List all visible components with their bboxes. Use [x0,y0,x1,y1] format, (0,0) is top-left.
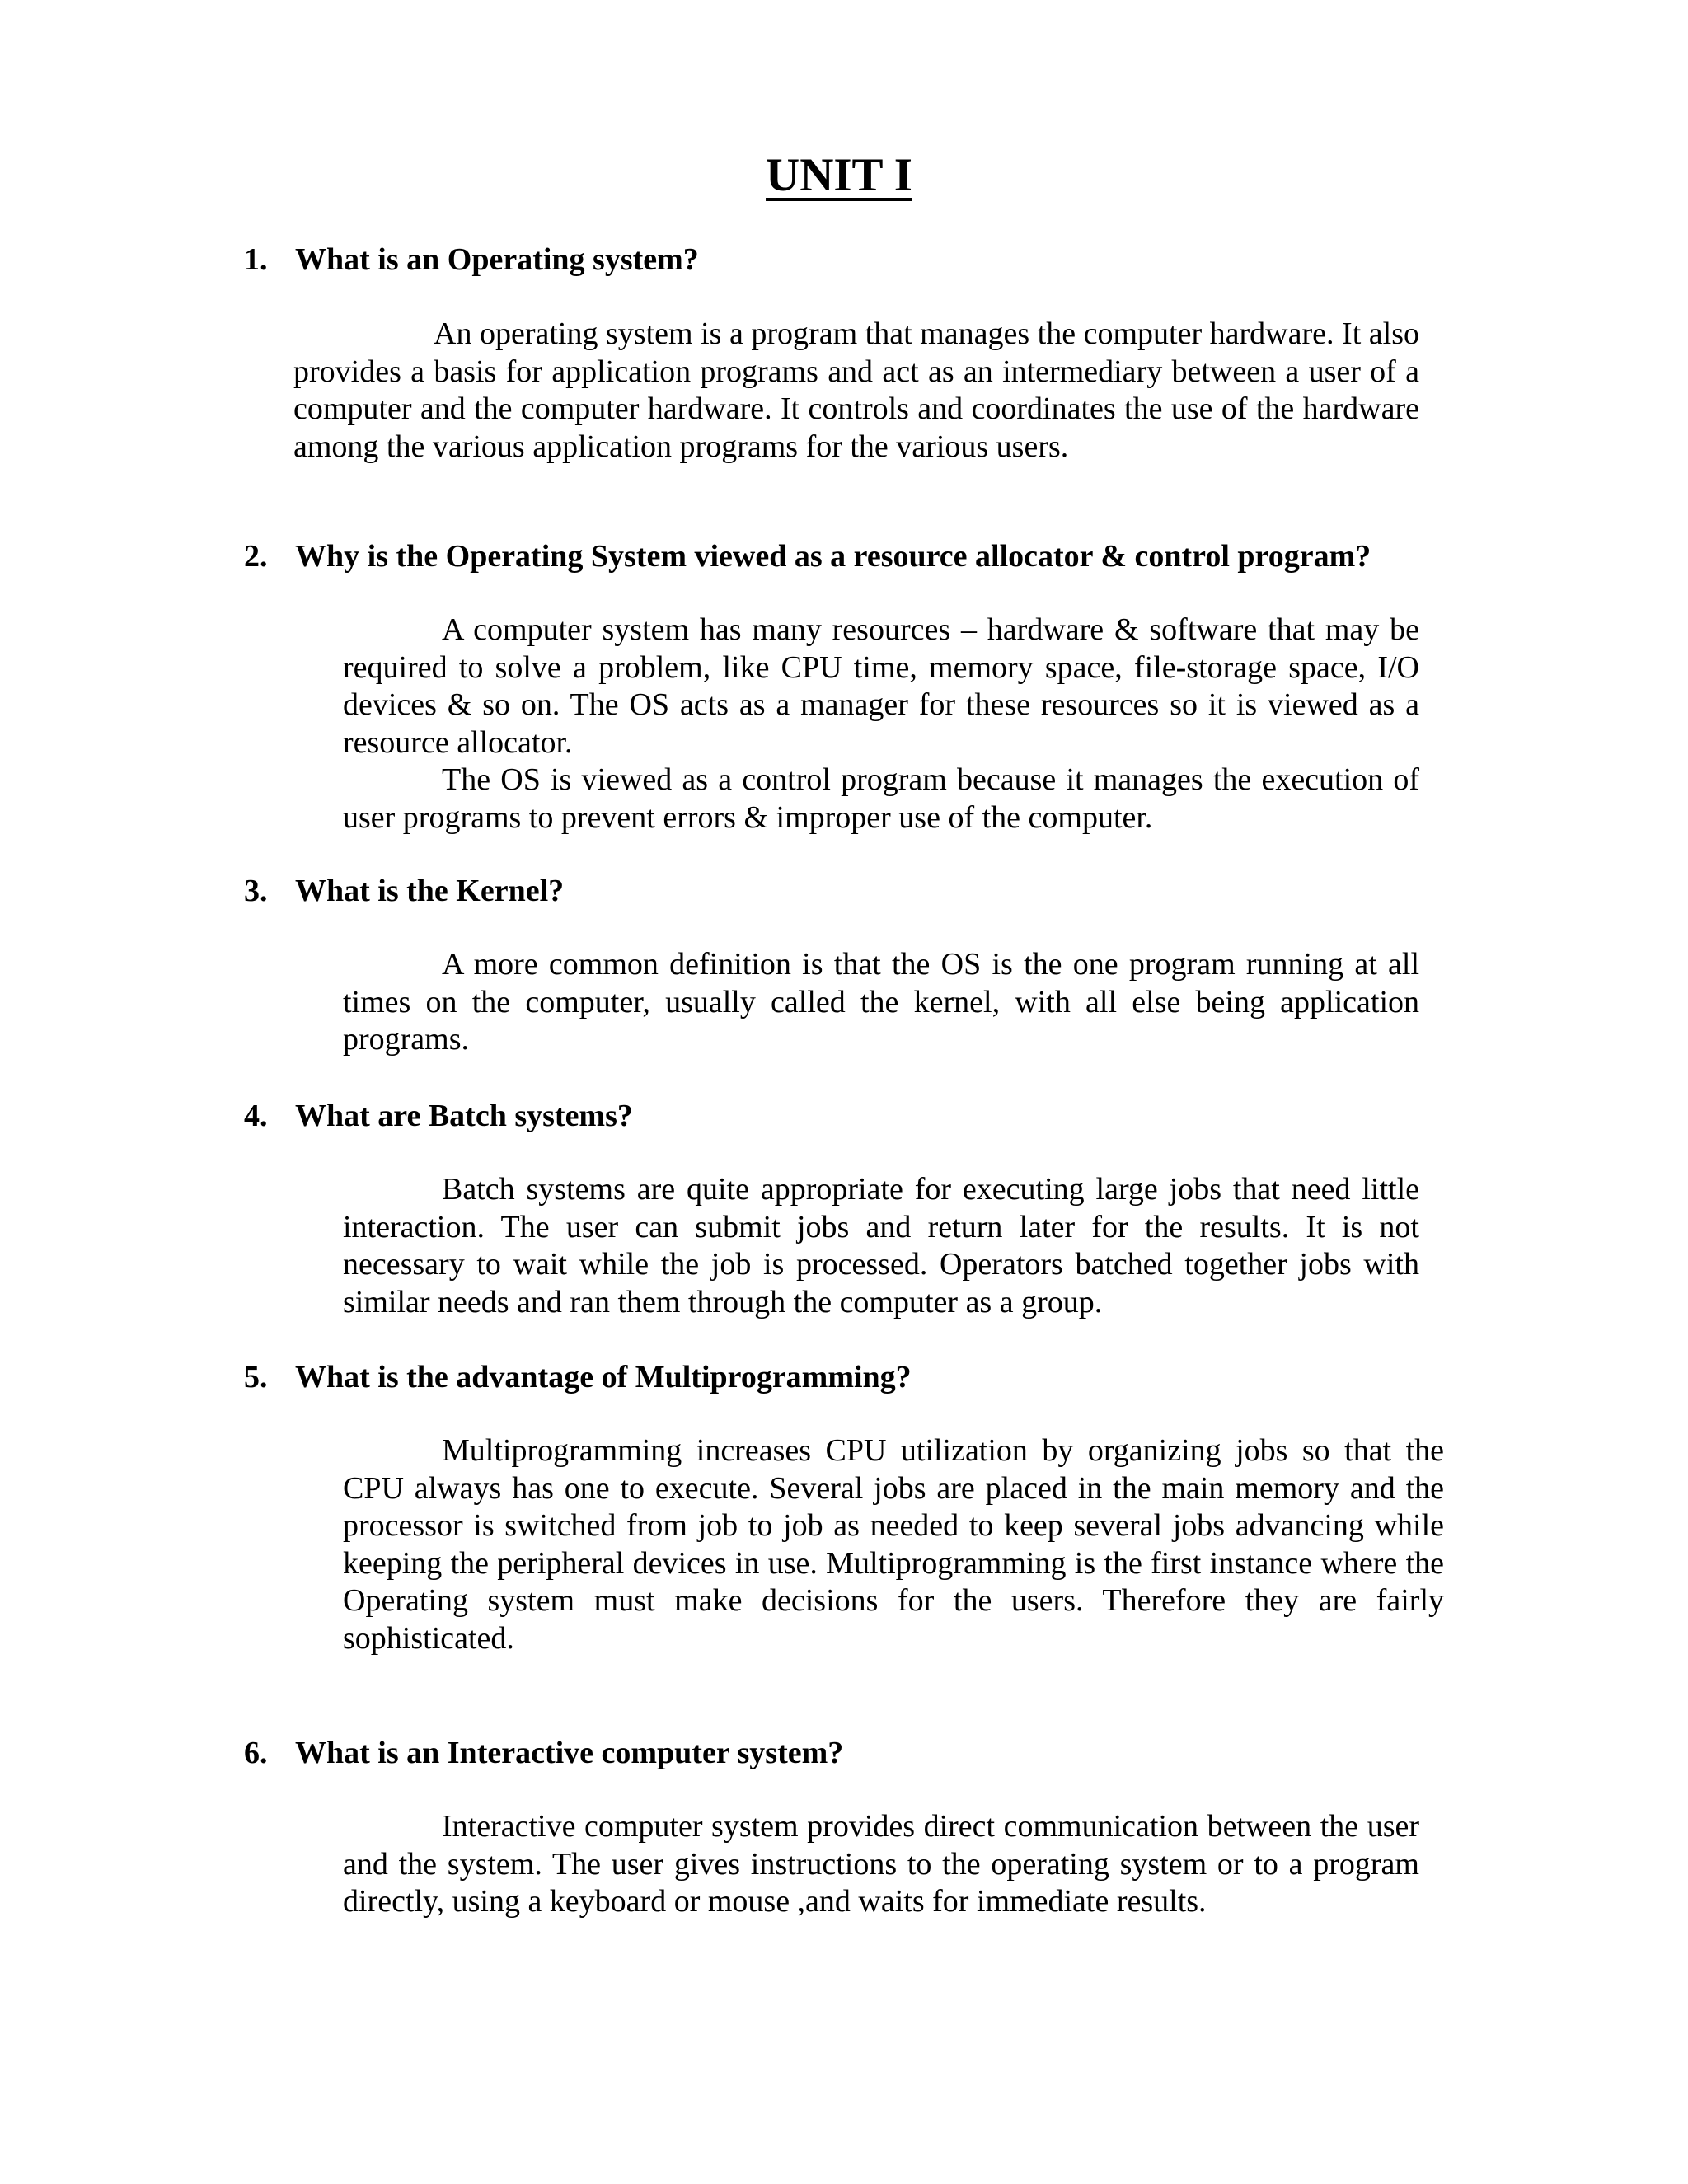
answer-paragraph: Interactive computer system provides direct communication between the user and the system. The user gives instructions to the operating system or to a program directly, using a keyboard or mouse ,and waits for immediate results. [343,1809,1419,1919]
question-text: What is an Operating system? [295,242,699,277]
question-text: What are Batch systems? [295,1099,633,1133]
answer-1 [293,316,1419,466]
question-text: What is the advantage of Multiprogramming? [295,1360,912,1394]
answer-paragraph: Batch systems are quite appropriate for executing large jobs that need little interaction. The user can submit jobs and return later for the results. It is not necessary to wait while the job is processed. Operators batched together jobs with similar needs and ran them through the computer as a group. [343,1172,1419,1319]
question-6-heading [244,1734,843,1772]
question-number: 6. [244,1736,268,1770]
question-text: What is an Interactive computer system? [295,1736,844,1770]
question-4-heading [244,1097,633,1135]
answer-paragraph: Multiprogramming increases CPU utilization by organizing jobs so that the CPU always has one to execute. Several jobs are placed in the main memory and the processor is switched from job to job as needed to keep several jobs advancing while keeping the peripheral devices in use. Multiprogramming is the first instance where the Operating system must make decisions for the users. Therefore they are fairly sophisticated. [343,1433,1444,1656]
question-text: Why is the Operating System viewed as a resource allocator & control program? [295,539,1372,574]
answer-3 [343,946,1419,1059]
question-number: 1. [244,242,268,277]
page-title [0,147,1678,204]
answer-6 [343,1808,1419,1921]
question-text: What is the Kernel? [295,874,565,908]
page-title-text: UNIT I [766,149,912,201]
answer-paragraph: A more common definition is that the OS is the one program running at all times on the computer, usually called the kernel, with all else being application programs. [343,947,1419,1057]
answer-paragraph: The OS is viewed as a control program because it manages the execution of user programs to prevent errors & improper use of the computer. [343,762,1419,835]
question-number: 2. [244,539,268,574]
question-5-heading [244,1358,912,1396]
answer-2 [343,612,1419,837]
question-3-heading [244,872,564,910]
question-number: 3. [244,874,268,908]
question-2-heading [244,537,1371,575]
question-number: 4. [244,1099,268,1133]
answer-5 [343,1432,1444,1658]
answer-paragraph: A computer system has many resources – hardware & software that may be required to solve a problem, like CPU time, memory space, file-storage space, I/O devices & so on. The OS acts as a manager for these resources so it is viewed as a resource allocator. [343,612,1419,760]
question-1-heading [244,241,699,279]
answer-4 [343,1171,1419,1321]
question-number: 5. [244,1360,268,1394]
answer-paragraph: An operating system is a program that manages the computer hardware. It also provides a basis for application programs and act as an intermediary between a user of a computer and the computer hardware. It controls and coordinates the use of the hardware among the various application programs for the various users. [293,316,1419,464]
